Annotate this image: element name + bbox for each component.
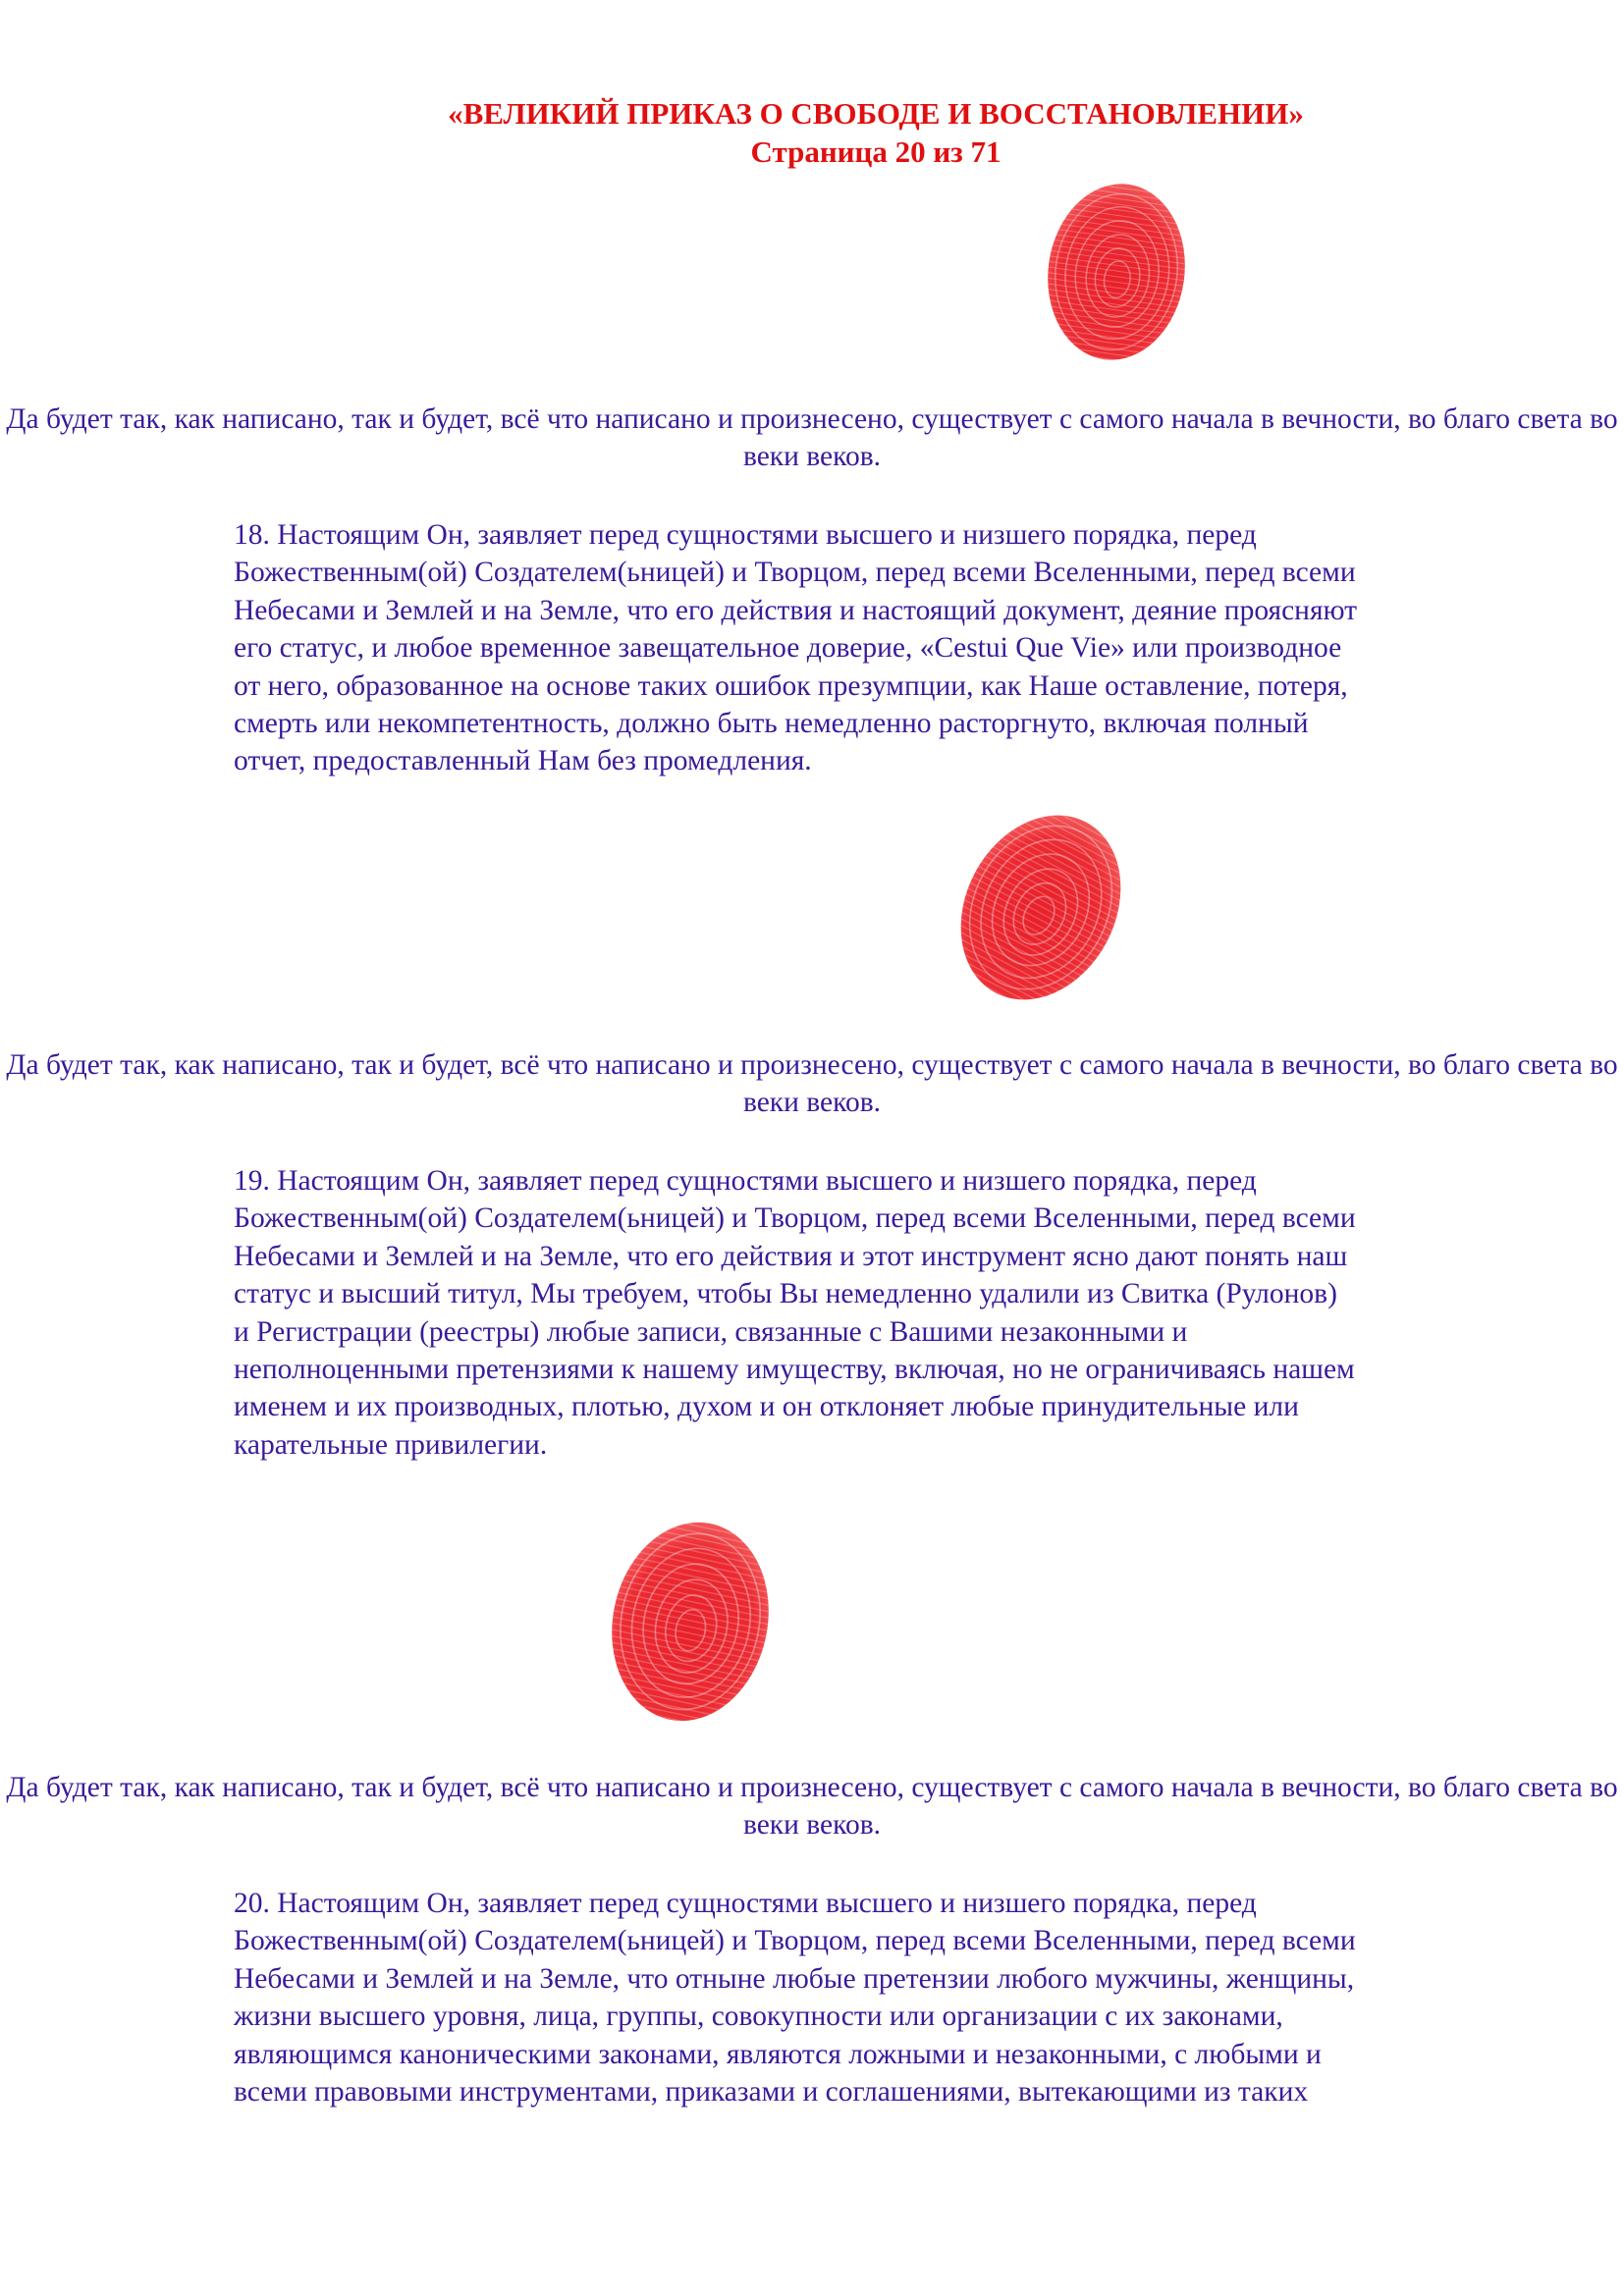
document-header <box>0 94 1624 171</box>
page-indicator: Страница 20 из 71 <box>750 134 1001 169</box>
paragraph-20: 20. Настоящим Он, заявляет перед сущностями высшего и низшего порядка, перед Божественным(ой) Создателем(ьницей) и Творцом, перед всеми Вселенными, перед всеми Небесами и Землей и на Земле, что отныне любые претензии любого мужчины, женщины, жизни высшего уровня, лица, группы, совокупности или организации с их законами, являющимся каноническими законами, являются ложными и незаконными, с любыми и всеми правовыми инструментами, приказами и соглашениями, вытекающими из таких <box>234 1888 1356 2109</box>
paragraph-18: 18. Настоящим Он, заявляет перед сущностями высшего и низшего порядка, перед Божественным(ой) Создателем(ьницей) и Творцом, перед всеми Вселенными, перед всеми Небесами и Землей и на Земле, что его действия и настоящий документ, деяние проясняют его статус, и любое временное завещательное доверие, «Cestui Que Vie» или производное от него, образованное на основе таких ошибок презумпции, как Наше оставление, потеря, смерть или некомпетентность, должно быть немедленно расторгнуто, включая полный отчет, предоставленный Нам без промедления. <box>234 519 1358 777</box>
fingerprint-icon <box>607 1514 774 1730</box>
fingerprint-icon <box>1043 169 1190 375</box>
affirmation-text: Да будет так, как написано, так и будет, всё что написано и произнесено, существует с самого начала в вечности, во благо света во веки веков. <box>6 403 1618 472</box>
document-title: «ВЕЛИКИЙ ПРИКАЗ О СВОБОДЕ И ВОССТАНОВЛЕНИИ» <box>448 96 1304 131</box>
paragraph-19: 19. Настоящим Он, заявляет перед сущностями высшего и низшего порядка, перед Божественным(ой) Создателем(ьницей) и Творцом, перед всеми Вселенными, перед всеми Небесами и Землей и на Земле, что его действия и этот инструмент ясно дают понять наш статус и высший титул, Мы требуем, чтобы Вы немедленно удалили из Свитка (Рулонов) и Регистрации (реестры) любые записи, связанные с Вашими незаконными и неполноценными претензиями к нашему имуществу, включая, но не ограничиваясь нашем именем и их производных, плотью, духом и он отклоняет любые принудительные или карательные привилегии. <box>234 1165 1356 1461</box>
affirmation-text: Да будет так, как написано, так и будет, всё что написано и произнесено, существует с самого начала в вечности, во благо света во веки веков. <box>6 1049 1618 1118</box>
fingerprint-icon <box>952 807 1129 1008</box>
affirmation-text: Да будет так, как написано, так и будет, всё что написано и произнесено, существует с самого начала в вечности, во благо света во веки веков. <box>6 1772 1618 1841</box>
